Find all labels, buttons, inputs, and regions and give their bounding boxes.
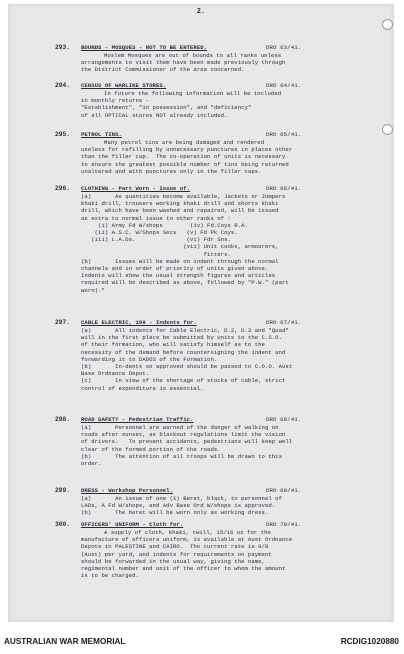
body-line: roads after sunset, as blackout regulations limit the vision (81, 431, 286, 439)
body-line: A supply of cloth, khaki, twill, 15/16 oz for the (104, 529, 271, 536)
body-line: (b) In-dents so approved should be passed to C.O.O. Aust (81, 363, 293, 370)
item-heading: ROAD SAFETY - Pedestrian Traffic. (81, 416, 194, 423)
body-line: (vii) Unit cooks, armourers, (81, 243, 279, 251)
footer-institution: AUSTRALIAN WAR MEMORIAL (4, 637, 126, 646)
body-line: LADs, A Fd W/shops, and Adv Base Ord W/shops is approved. (81, 502, 276, 510)
item-number: 297. (55, 319, 71, 326)
item-number: 295. (55, 131, 71, 138)
body-line: Base Ordnance Depot. (81, 370, 150, 378)
body-line: (a) Personnel are warned of the danger of walking on (81, 424, 279, 431)
body-line: (c) In view of the shortage of stocks of cable, strict (81, 377, 286, 385)
dro-reference: DRO 63/41. (266, 44, 302, 51)
body-line: In future the following information will be included (104, 90, 282, 97)
body-line: Many petrol tins are being damaged and rendered (104, 139, 265, 146)
body-line: khaki drill, trousers working khaki drill and shorts khaki (81, 200, 279, 208)
body-line: (iii) L.A.Ds. (vi) Fdr Sns. (81, 236, 231, 244)
body-line: (b) Issues will be made on indent through the normal (81, 257, 279, 265)
item-number: 294. (55, 82, 71, 89)
body-line: as extra to normal issue to other ranks of : (81, 214, 231, 222)
body-line: should be forwarded in the usual way, giving the name, (81, 557, 265, 565)
item-heading: BOUNDS - MOSQUES - NOT TO BE ENTERED. (81, 44, 208, 51)
dro-reference: DRO 69/41. (266, 487, 302, 494)
footer-reference: RCDIG1020880 (340, 637, 399, 646)
item-heading: CENSUS OF WARLIKE STORES. (81, 82, 167, 89)
body-line: (i) Army Fd W/shops (iv) Fd.Coys R.A. (81, 221, 248, 229)
body-line: Depots in PALESTINE and CAIRO. The current rate is 9/8 (81, 543, 269, 551)
body-line: of all OPTICAL stores NOT already included. (81, 111, 228, 119)
body-line: (ii) A.S.C. W/Shops Secs (v) Fd Pk Coys. (81, 229, 238, 236)
body-line: arrangements to visit them have been made previously through (81, 59, 286, 67)
document-page (8, 4, 394, 622)
punch-hole (382, 124, 393, 135)
body-line: (b) The attention of all troops will be drawn to this (81, 452, 283, 460)
body-line: unaltered and with punctures only in the filler caps. (81, 167, 262, 175)
body-line: necessity of the demand before countersigning the indent and (81, 348, 286, 356)
body-line: regimental number and unit of the officer to whom the amount (81, 565, 286, 572)
body-line: will in the first place be submitted by units to the C.S.O. (81, 334, 283, 342)
dro-reference: DRO 64/41. (266, 82, 302, 89)
item-number: 296. (55, 185, 71, 192)
body-line: Moslem Mosques are out of bounds to all ranks unless (104, 52, 282, 59)
body-line: is to be charged. (81, 572, 139, 580)
dro-reference: DRO 66/41. (266, 185, 302, 192)
item-heading: OFFICERS' UNIFORM - Cloth for. (81, 521, 184, 528)
item-heading: DRESS - Workshop Personnel. (81, 487, 173, 494)
dro-reference: DRO 68/41. (266, 416, 302, 423)
body-line: the District Commissioner of the area concerned. (81, 66, 245, 74)
body-line: of drivers. To prevent accidents, pedestrians will keep well (81, 438, 293, 446)
dro-reference: DRO 65/41. (266, 131, 302, 138)
body-line: Indents will show the usual strength figures and articles (81, 272, 276, 280)
body-line: worn)." (81, 286, 105, 294)
body-line: in monthly returns - (81, 97, 150, 105)
dro-reference: DRO 70/41. (266, 521, 302, 528)
body-line: channels and in order of priority of units given above. (81, 265, 269, 272)
footer (0, 629, 404, 654)
body-line: fitters. (81, 250, 231, 258)
body-line: (b) The beret will be worn only as working dress. (81, 509, 269, 517)
body-line: clear of the formed portion of the roads. (81, 445, 221, 453)
body-line: than the filler cap. The co-operation of units is necessary (81, 153, 286, 161)
body-line: manufacture of officers uniform, is available at Aust Ordnance (81, 536, 293, 544)
body-line: (a) All indents for Cable Electric, D.2, D.3 and "Quad" (81, 327, 289, 334)
body-line: drill, which have been washed and repaired, will be issued (81, 207, 279, 215)
item-heading: CLOTHING - Part Worn - Issue of. (81, 185, 191, 192)
body-line: forwarding it to DADOS of the Formation. (81, 355, 218, 363)
body-line: (Aust) per yard, and indents for requirements on payment (81, 550, 272, 558)
body-line: of their formation, who will satisfy himself as to the (81, 341, 265, 349)
item-heading: PETROL TINS. (81, 131, 122, 138)
page-number: 2. (196, 8, 206, 16)
item-number: 298. (55, 416, 71, 423)
body-line: required will be described as above, followed by "P.W." (part (81, 279, 289, 287)
body-line: "Establishment", "in possession", and "deficiency" (81, 104, 252, 112)
body-line: (a) An issue of one (1) Beret, black, to personnel of (81, 495, 283, 502)
body-line: control of expenditure is essential. (81, 384, 204, 392)
body-line: to ensure the greatest possible number of tins being returned (81, 160, 289, 168)
item-heading: CABLE ELECTRIC, 190 - Indents for. (81, 319, 197, 326)
body-line: (a) As quantities become available, Jackets or Jumpers (81, 193, 286, 200)
body-line: order. (81, 460, 102, 467)
dro-reference: DRO 67/41. (266, 319, 302, 326)
body-line: useless for refilling by unnecessary punctures in places other (81, 146, 293, 154)
item-number: 293. (55, 44, 71, 51)
punch-hole (382, 19, 393, 30)
item-number: 299. (55, 487, 71, 494)
item-number: 300. (55, 521, 71, 528)
